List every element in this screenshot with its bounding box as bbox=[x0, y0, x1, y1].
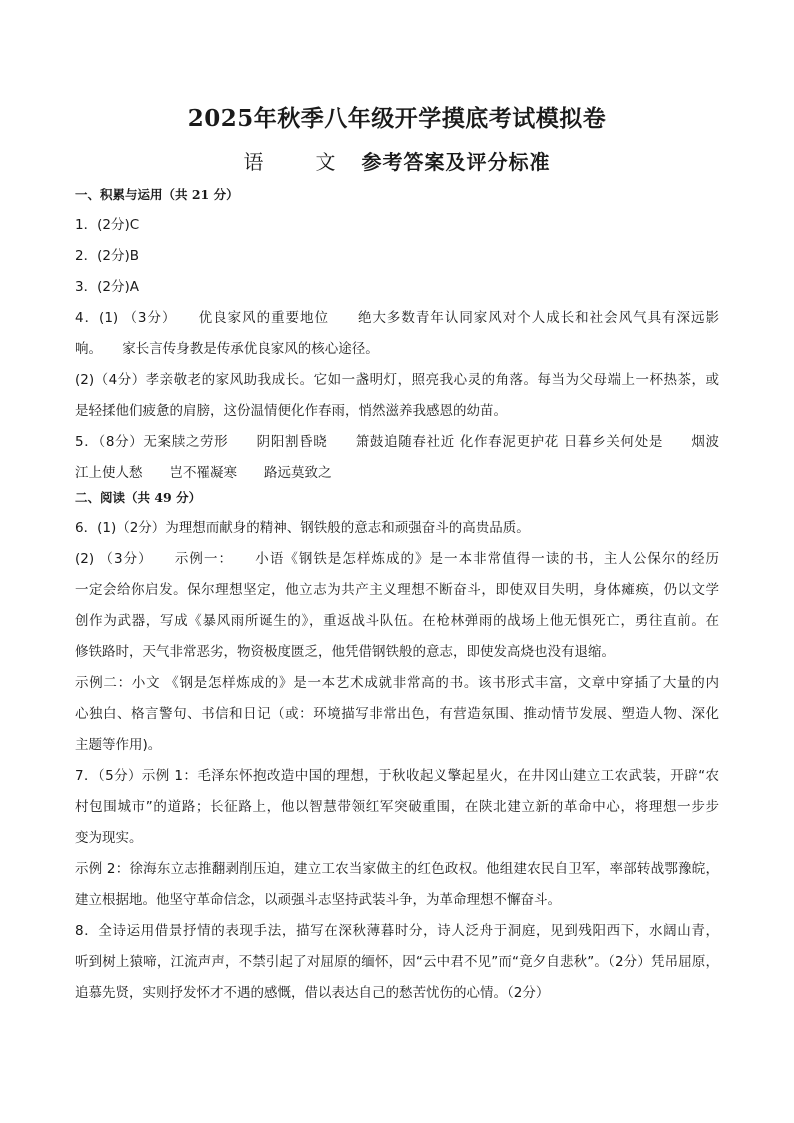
answer-line: 心独白、格言警句、书信和日记（或：环境描写非常出色，有营造氛围、推动情节发展、塑造人物、深化 bbox=[75, 706, 719, 722]
answer-line: 修铁路时，天气非常恶劣，物资极度匮乏，他凭借钢铁般的意志，即使发高烧也没有退缩。 bbox=[75, 644, 615, 660]
answer-line: 建立根据地。他坚守革命信念，以顽强斗志坚持武装斗争，为革命理想不懈奋斗。 bbox=[75, 892, 561, 908]
section-heading: 二、阅读（共 49 分） bbox=[75, 490, 202, 505]
answer-line: 1．(2分)C bbox=[75, 217, 140, 233]
answer-line: 示例 2：徐海东立志推翻剥削压迫，建立工农当家做主的红色政权。他组建农民自卫军，率部转战鄂豫皖， bbox=[75, 861, 719, 877]
answer-line: 主题等作用)。 bbox=[75, 737, 162, 753]
answer-line: 响。 家长言传身教是传承优良家风的核心途径。 bbox=[75, 341, 379, 357]
answer-line: 是轻揉他们疲惫的肩膀，这份温情便化作春雨，悄然滋养我感恩的幼苗。 bbox=[75, 403, 507, 419]
subtitle-line bbox=[0, 146, 794, 175]
answer-line: 2．(2分)B bbox=[75, 248, 139, 264]
answer-line: 示例二：小文 《钢是怎样炼成的》是一本艺术成就非常高的书。该书形式丰富，文章中穿插了大量的内 bbox=[75, 675, 719, 691]
answer-line: 村包围城市”的道路；长征路上，他以智慧带领红军突破重围，在陕北建立新的革命中心，将理想一步步 bbox=[75, 799, 719, 815]
answer-line: 创作为武器，写成《暴风雨所诞生的》，重返战斗队伍。在枪林弹雨的战场上他无惧死亡，勇往直前。在 bbox=[75, 613, 719, 629]
answer-line: 一定会给你启发。保尔理想坚定，他立志为共产主义理想不断奋斗，即使双目失明，身体瘫痪，仍以文学 bbox=[75, 582, 719, 598]
answer-line: (2)（4分）孝亲敬老的家风助我成长。它如一盏明灯，照亮我心灵的角落。每当为父母端上一杯热茶，或 bbox=[75, 372, 719, 388]
exam-title: 2025年秋季八年级开学摸底考试模拟卷 bbox=[187, 105, 607, 132]
section-heading: 一、积累与运用（共 21 分） bbox=[75, 187, 239, 202]
answer-line: 7．（5分）示例 1：毛泽东怀抱改造中国的理想，于秋收起义擎起星火，在井冈山建立工农武装，开辟“农 bbox=[75, 768, 719, 784]
answer-line: 江上使人愁 岂不罹凝寒 路远莫致之 bbox=[75, 465, 332, 481]
answer-line: 8．全诗运用借景抒情的表现手法，描写在深秋薄暮时分，诗人泛舟于洞庭，见到残阳西下，水阔山青， bbox=[75, 923, 719, 939]
answer-line: 变为现实。 bbox=[75, 830, 143, 846]
subject-name: 语 文 bbox=[243, 150, 352, 174]
answer-line: 听到树上猿啼，江流声声，不禁引起了对屈原的缅怀，因“云中君不见”而“竟夕自悲秋”。（2分）凭吊屈原， bbox=[75, 954, 719, 970]
answer-line: 追慕先贤，实则抒发怀才不遇的感慨，借以表达自己的愁苦忧伤的心情。（2分） bbox=[75, 985, 550, 1001]
answer-line: 6．(1)（2分）为理想而献身的精神、钢铁般的意志和顽强奋斗的高贵品质。 bbox=[75, 520, 530, 536]
answer-line: 5．（8分）无案牍之劳形 阴阳割昏晓 箫鼓追随春社近 化作春泥更护花 日暮乡关何处是 烟波 bbox=[75, 434, 719, 450]
answer-content bbox=[75, 186, 719, 1009]
answer-key-title: 参考答案及评分标准 bbox=[361, 150, 551, 174]
answer-line: 4．(1) （3分） 优良家风的重要地位 绝大多数青年认同家风对个人成长和社会风气具有深远影 bbox=[75, 310, 719, 326]
answer-line: (2) （3分） 示例一： 小语《钢铁是怎样炼成的》是一本非常值得一读的书，主人公保尔的经历 bbox=[75, 551, 719, 567]
answer-line: 3．(2分)A bbox=[75, 279, 139, 295]
